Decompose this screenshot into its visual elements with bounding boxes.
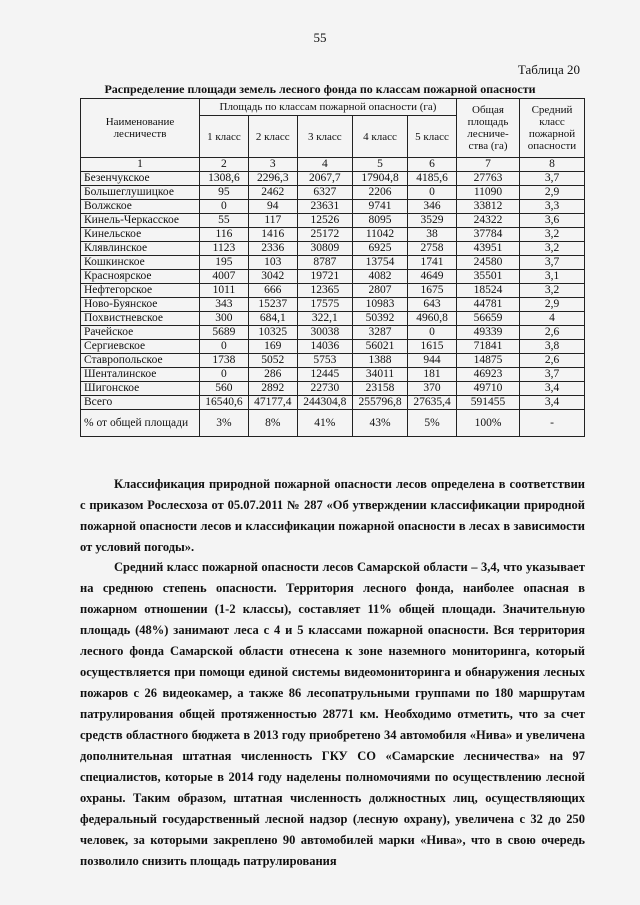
forestry-name-cell: Нефтегорское — [81, 284, 200, 298]
class-5-cell: 0 — [408, 186, 457, 200]
class-3-cell: 2067,7 — [297, 172, 352, 186]
total-area-cell: 14875 — [457, 354, 520, 368]
column-number: 7 — [457, 158, 520, 172]
header-class-1: 1 класс — [200, 116, 249, 158]
class-3-cell: 12445 — [297, 368, 352, 382]
class-3-cell: 12365 — [297, 284, 352, 298]
class-3-cell: 6327 — [297, 186, 352, 200]
class-1-cell: 1308,6 — [200, 172, 249, 186]
header-class-2: 2 класс — [248, 116, 297, 158]
table-row — [81, 396, 585, 410]
class-4-cell: 8095 — [352, 214, 407, 228]
class-1-cell: 0 — [200, 340, 249, 354]
class-1-cell: 0 — [200, 200, 249, 214]
header-average-class: Средний класс пожарной опасности — [520, 99, 585, 158]
forestry-name-cell: Клявлинское — [81, 242, 200, 256]
forestry-name-cell: Ставропольское — [81, 354, 200, 368]
paragraph-text: Классификация природной пожарной опасности лесов определена в соответствии с приказом Рослесхоза от 05.07.2011 № 287 «Об утверждении классификации природной пожарной опасности лесов и классификации пожарной опасности в лесах в зависимости от условий погоды». — [80, 477, 585, 554]
paragraph-classification — [80, 474, 585, 558]
average-class-cell: 3,2 — [520, 284, 585, 298]
class-5-cell: 38 — [408, 228, 457, 242]
forestry-name-cell: Сергиевское — [81, 340, 200, 354]
table-row — [81, 340, 585, 354]
class-4-cell: 9741 — [352, 200, 407, 214]
header-class-3: 3 класс — [297, 116, 352, 158]
total-area-cell: 24580 — [457, 256, 520, 270]
class-4-cell: 34011 — [352, 368, 407, 382]
average-class-cell: 2,9 — [520, 186, 585, 200]
class-3-cell: 30038 — [297, 326, 352, 340]
class-1-cell: 300 — [200, 312, 249, 326]
forestry-name-cell: Шенталинское — [81, 368, 200, 382]
table-row — [81, 270, 585, 284]
average-class-cell: - — [520, 410, 585, 437]
class-2-cell: 10325 — [248, 326, 297, 340]
class-4-cell: 11042 — [352, 228, 407, 242]
table-row — [81, 186, 585, 200]
class-5-cell: 4960,8 — [408, 312, 457, 326]
column-number: 1 — [81, 158, 200, 172]
class-3-cell: 244304,8 — [297, 396, 352, 410]
class-2-cell: 684,1 — [248, 312, 297, 326]
class-2-cell: 666 — [248, 284, 297, 298]
forestry-name-cell: Безенчукское — [81, 172, 200, 186]
column-number-row — [81, 158, 585, 172]
class-1-cell: 0 — [200, 368, 249, 382]
class-2-cell: 8% — [248, 410, 297, 437]
class-1-cell: 3% — [200, 410, 249, 437]
column-number: 8 — [520, 158, 585, 172]
class-2-cell: 286 — [248, 368, 297, 382]
forestry-name-cell: Шигонское — [81, 382, 200, 396]
table-body — [81, 172, 585, 437]
average-class-cell: 3,2 — [520, 228, 585, 242]
class-4-cell: 3287 — [352, 326, 407, 340]
class-1-cell: 16540,6 — [200, 396, 249, 410]
class-4-cell: 1388 — [352, 354, 407, 368]
table-row — [81, 368, 585, 382]
column-number: 2 — [200, 158, 249, 172]
class-5-cell: 181 — [408, 368, 457, 382]
class-2-cell: 2462 — [248, 186, 297, 200]
class-3-cell: 23631 — [297, 200, 352, 214]
class-5-cell: 944 — [408, 354, 457, 368]
class-3-cell: 5753 — [297, 354, 352, 368]
class-4-cell: 4082 — [352, 270, 407, 284]
table-row-percent — [81, 410, 585, 437]
total-area-cell: 43951 — [457, 242, 520, 256]
average-class-cell: 3,4 — [520, 382, 585, 396]
class-3-cell: 25172 — [297, 228, 352, 242]
table-row — [81, 256, 585, 270]
class-3-cell: 41% — [297, 410, 352, 437]
average-class-cell: 2,6 — [520, 354, 585, 368]
class-1-cell: 1011 — [200, 284, 249, 298]
header-total-area: Общая площадь лесниче-ства (га) — [457, 99, 520, 158]
class-2-cell: 2892 — [248, 382, 297, 396]
class-1-cell: 116 — [200, 228, 249, 242]
total-area-cell: 44781 — [457, 298, 520, 312]
class-2-cell: 94 — [248, 200, 297, 214]
class-5-cell: 1741 — [408, 256, 457, 270]
total-area-cell: 56659 — [457, 312, 520, 326]
table-row — [81, 228, 585, 242]
class-1-cell: 55 — [200, 214, 249, 228]
header-class-4: 4 класс — [352, 116, 407, 158]
table-row — [81, 172, 585, 186]
forestry-name-cell: Всего — [81, 396, 200, 410]
total-area-cell: 37784 — [457, 228, 520, 242]
class-4-cell: 10983 — [352, 298, 407, 312]
page-number: 55 — [313, 30, 327, 45]
average-class-cell: 4 — [520, 312, 585, 326]
class-3-cell: 14036 — [297, 340, 352, 354]
class-4-cell: 13754 — [352, 256, 407, 270]
total-area-cell: 46923 — [457, 368, 520, 382]
class-5-cell: 2758 — [408, 242, 457, 256]
column-number: 6 — [408, 158, 457, 172]
class-2-cell: 103 — [248, 256, 297, 270]
class-2-cell: 3042 — [248, 270, 297, 284]
forestry-name-cell: Красноярское — [81, 270, 200, 284]
total-area-cell: 35501 — [457, 270, 520, 284]
class-1-cell: 343 — [200, 298, 249, 312]
paragraph-average-class — [80, 557, 585, 872]
average-class-cell: 3,8 — [520, 340, 585, 354]
header-forestry-name: Наименование лесничеств — [81, 99, 200, 158]
forestry-name-cell: Кошкинское — [81, 256, 200, 270]
class-3-cell: 322,1 — [297, 312, 352, 326]
class-5-cell: 27635,4 — [408, 396, 457, 410]
class-4-cell: 2206 — [352, 186, 407, 200]
table-row — [81, 326, 585, 340]
average-class-cell: 2,9 — [520, 298, 585, 312]
class-4-cell: 23158 — [352, 382, 407, 396]
class-1-cell: 95 — [200, 186, 249, 200]
table-row — [81, 312, 585, 326]
class-2-cell: 2336 — [248, 242, 297, 256]
class-5-cell: 370 — [408, 382, 457, 396]
class-5-cell: 4649 — [408, 270, 457, 284]
table-row — [81, 298, 585, 312]
average-class-cell: 3,7 — [520, 172, 585, 186]
column-number: 5 — [352, 158, 407, 172]
forestry-name-cell: Похвистневское — [81, 312, 200, 326]
class-4-cell: 6925 — [352, 242, 407, 256]
forestry-name-cell: Рачейское — [81, 326, 200, 340]
average-class-cell: 3,7 — [520, 368, 585, 382]
table-row — [81, 214, 585, 228]
column-number: 3 — [248, 158, 297, 172]
class-2-cell: 15237 — [248, 298, 297, 312]
header-area-by-class: Площадь по классам пожарной опасности (га) — [200, 99, 457, 116]
class-2-cell: 117 — [248, 214, 297, 228]
fire-danger-table — [80, 98, 585, 437]
table-label: Таблица 20 — [517, 62, 580, 77]
average-class-cell: 3,6 — [520, 214, 585, 228]
class-5-cell: 346 — [408, 200, 457, 214]
forestry-name-cell: Ново-Буянское — [81, 298, 200, 312]
class-1-cell: 1123 — [200, 242, 249, 256]
average-class-cell: 3,3 — [520, 200, 585, 214]
class-3-cell: 17575 — [297, 298, 352, 312]
total-area-cell: 49339 — [457, 326, 520, 340]
class-3-cell: 19721 — [297, 270, 352, 284]
paragraph-text: Средний класс пожарной опасности лесов Самарской области – 3,4, что указывает на среднюю степень опасности. Территория лесного фонда, наиболее опасная в пожарном отношении (1-2 классы), составляет 11% общей площади. Значительную площадь (48%) занимают леса с 4 и 5 классами пожарной опасности. Вся территория лесного фонда Самарской области отнесена к зоне наземного мониторинга, который осуществляется при помощи единой системы видеомониторинга и обнаружения лесных пожаров с 26 видеокамер, а также 86 лесопатрульными группами по 180 маршрутам патрулирования общей протяженностью 28771 км. Необходимо отметить, что за счет средств областного бюджета в 2013 году приобретено 34 автомобиля «Нива» и увеличена дополнительная штатная численность ГКУ СО «Самарские лесничества» на 97 специалистов, которые в 2014 году наделены полномочиями по осуществлению лесной охраны. Таким образом, штатная численность должностных лиц, осуществляющих федеральный государственный лесной надзор (лесную охрану), увеличена с 32 до 250 человек, за которыми закреплено 90 автомобилей марки «Нива», что в свою очередь позволило снизить площадь патрулирования — [80, 560, 585, 868]
table-title: Распределение площади земель лесного фонда по классам пожарной опасности — [104, 82, 536, 96]
total-area-cell: 100% — [457, 410, 520, 437]
class-2-cell: 5052 — [248, 354, 297, 368]
class-5-cell: 1675 — [408, 284, 457, 298]
forestry-name-cell: Волжское — [81, 200, 200, 214]
class-1-cell: 5689 — [200, 326, 249, 340]
class-4-cell: 2807 — [352, 284, 407, 298]
forestry-name-cell: Большеглушицкое — [81, 186, 200, 200]
header-class-5: 5 класс — [408, 116, 457, 158]
total-area-cell: 591455 — [457, 396, 520, 410]
class-3-cell: 22730 — [297, 382, 352, 396]
class-5-cell: 5% — [408, 410, 457, 437]
total-area-cell: 11090 — [457, 186, 520, 200]
class-4-cell: 17904,8 — [352, 172, 407, 186]
class-5-cell: 4185,6 — [408, 172, 457, 186]
table-row — [81, 200, 585, 214]
class-4-cell: 43% — [352, 410, 407, 437]
class-3-cell: 12526 — [297, 214, 352, 228]
total-area-cell: 18524 — [457, 284, 520, 298]
average-class-cell: 2,6 — [520, 326, 585, 340]
class-1-cell: 195 — [200, 256, 249, 270]
table-row — [81, 382, 585, 396]
total-area-cell: 33812 — [457, 200, 520, 214]
class-4-cell: 56021 — [352, 340, 407, 354]
class-4-cell: 255796,8 — [352, 396, 407, 410]
total-area-cell: 49710 — [457, 382, 520, 396]
class-5-cell: 1615 — [408, 340, 457, 354]
class-5-cell: 0 — [408, 326, 457, 340]
average-class-cell: 3,4 — [520, 396, 585, 410]
total-area-cell: 27763 — [457, 172, 520, 186]
average-class-cell: 3,7 — [520, 256, 585, 270]
table-row — [81, 354, 585, 368]
class-1-cell: 560 — [200, 382, 249, 396]
table-row — [81, 242, 585, 256]
class-1-cell: 4007 — [200, 270, 249, 284]
table-row — [81, 284, 585, 298]
class-5-cell: 643 — [408, 298, 457, 312]
average-class-cell: 3,2 — [520, 242, 585, 256]
total-area-cell: 24322 — [457, 214, 520, 228]
class-1-cell: 1738 — [200, 354, 249, 368]
class-2-cell: 2296,3 — [248, 172, 297, 186]
average-class-cell: 3,1 — [520, 270, 585, 284]
forestry-name-cell: Кинельское — [81, 228, 200, 242]
forestry-name-cell: Кинель-Черкасское — [81, 214, 200, 228]
class-2-cell: 1416 — [248, 228, 297, 242]
column-number: 4 — [297, 158, 352, 172]
class-2-cell: 169 — [248, 340, 297, 354]
class-4-cell: 50392 — [352, 312, 407, 326]
total-area-cell: 71841 — [457, 340, 520, 354]
class-3-cell: 30809 — [297, 242, 352, 256]
class-5-cell: 3529 — [408, 214, 457, 228]
class-3-cell: 8787 — [297, 256, 352, 270]
class-2-cell: 47177,4 — [248, 396, 297, 410]
forestry-name-cell: % от общей площади — [81, 410, 200, 437]
